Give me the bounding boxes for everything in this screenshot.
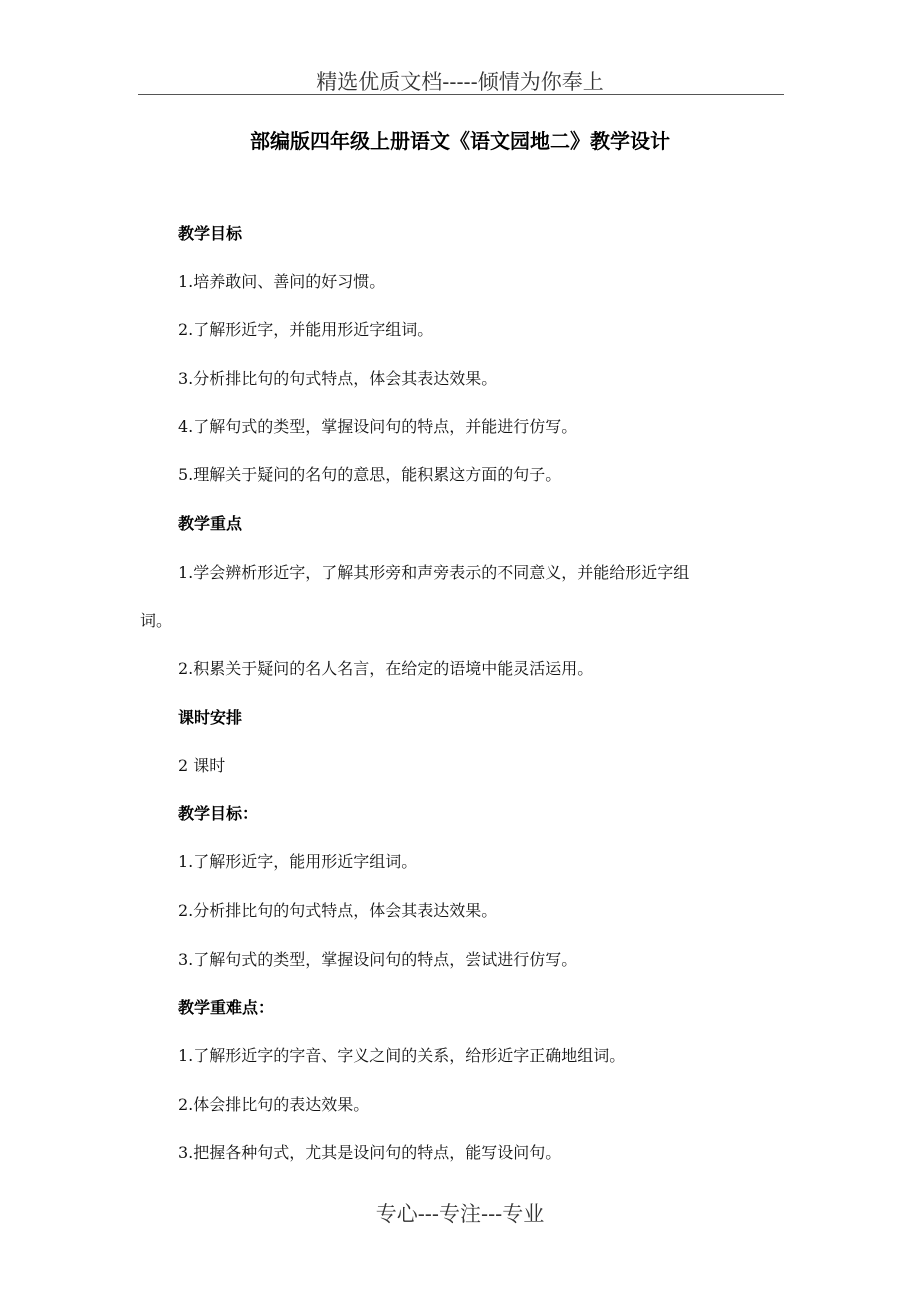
key-point-item: 1.学会辨析形近字，了解其形旁和声旁表示的不同意义，并能给形近字组 — [178, 563, 690, 582]
difficulty-item: 1.了解形近字的字音、字义之间的关系，给形近字正确地组词。 — [178, 1046, 626, 1065]
objective-item: 3.分析排比句的句式特点，体会其表达效果。 — [178, 369, 498, 388]
header-divider — [138, 94, 784, 95]
section-heading-schedule: 课时安排 — [178, 708, 243, 727]
key-point-item-continuation: 词。 — [140, 611, 173, 630]
key-point-item: 2.积累关于疑问的名人名言，在给定的语境中能灵活运用。 — [178, 659, 594, 678]
difficulty-item: 3.把握各种句式，尤其是设问句的特点，能写设问句。 — [178, 1143, 562, 1162]
section-heading-difficulties: 教学重难点： — [178, 998, 275, 1017]
objective-item: 4.了解句式的类型，掌握设问句的特点，并能进行仿写。 — [178, 417, 578, 436]
page-header: 精选优质文档-----倾情为你奉上 — [316, 70, 604, 94]
objective-item: 2.了解形近字，并能用形近字组词。 — [178, 320, 434, 339]
section-heading-objectives: 教学目标 — [178, 224, 243, 243]
objective-item: 5.理解关于疑问的名句的意思，能积累这方面的句子。 — [178, 465, 562, 484]
objective-item: 1.培养敢问、善问的好习惯。 — [178, 272, 386, 291]
section-heading-key-points: 教学重点 — [178, 514, 243, 533]
difficulty-item: 2.体会排比句的表达效果。 — [178, 1095, 370, 1114]
section-heading-lesson-objectives: 教学目标： — [178, 804, 259, 823]
lesson-objective-item: 1.了解形近字，能用形近字组词。 — [178, 852, 418, 871]
document-title: 部编版四年级上册语文《语文园地二》教学设计 — [250, 129, 670, 153]
schedule-value: 2 课时 — [178, 756, 226, 775]
lesson-objective-item: 2.分析排比句的句式特点，体会其表达效果。 — [178, 901, 498, 920]
page-footer: 专心---专注---专业 — [375, 1202, 545, 1226]
lesson-objective-item: 3.了解句式的类型，掌握设问句的特点，尝试进行仿写。 — [178, 950, 578, 969]
